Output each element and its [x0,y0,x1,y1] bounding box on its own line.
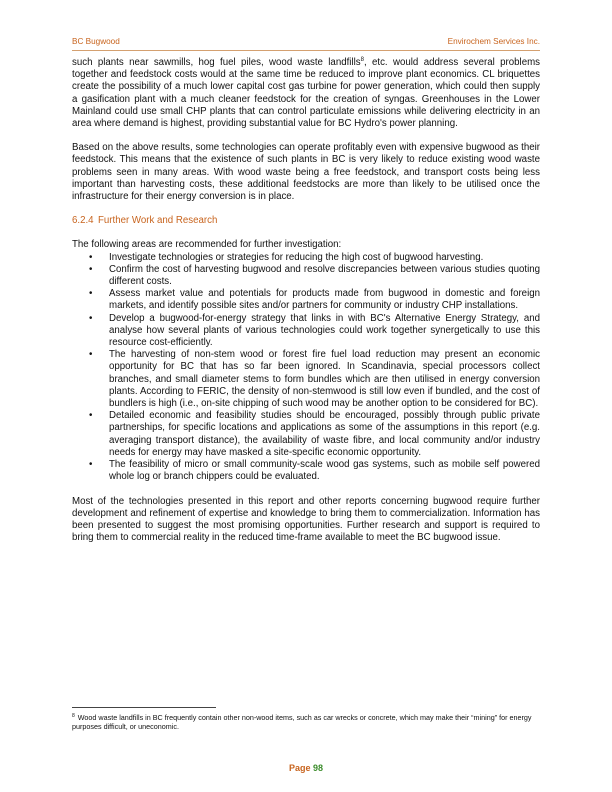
list-item [72,288,540,312]
section-title: Further Work and Research [98,215,218,227]
bullet-icon: • [89,349,93,361]
paragraph-3: Most of the technologies presented in this report and other reports concerning bugwood require further development and refinement of expertise and knowledge to bring them to commercialization. Information has been presented to suggest the most promising opportunities. Further research and support is required to bring them to commercial reality in the reduced time-frame available to meet the BC bugwood issue. [72,495,540,544]
paragraph-1 [72,57,540,130]
footnote [72,713,540,731]
paragraph-2: Based on the above results, some technologies can operate profitably even with expensive bugwood as their feedstock. This means that the existence of such plants in BC is very likely to reduce existing wood waste problems seen in many areas. With wood waste being a free feedstock, and transport costs being less important than harvesting costs, these additional feedstocks are more than likely to be utilised once the infrastructure for their energy conversion is in place. [72,142,540,203]
list-item-text: Assess market value and potentials for products made from bugwood in domestic and foreign markets, and identify possible sites and/or partners for community or industry CHP installations. [109,288,540,312]
footnote-reference[interactable]: 8 [360,56,364,63]
page-label: Page [288,763,311,773]
footnote-text: Wood waste landfills in BC frequently contain other non-wood items, such as car wrecks or concrete, which may make their “mining” for energy purposes difficult, or uneconomic. [72,713,532,732]
list-item [72,264,540,288]
list-item [72,313,540,350]
list-item-text: Investigate technologies or strategies for reducing the high cost of bugwood harvesting. [109,251,484,263]
list-item-text: The harvesting of non-stem wood or forest fire fuel load reduction may present an economic opportunity for BC that has so far been ignored. In Scandinavia, special processors collect branches, and small diameter stems to form bundles which are then utilised in energy conversion plants. According to FERIC, the density of non-stemwood is still low even if bundled, and the cost of bundlers is high (i.e., on-site chipping of such wood may be another option to be considered for BC). [109,349,540,410]
list-item-text: Develop a bugwood-for-energy strategy that links in with BC's Alternative Energy Strategy, and analyse how several plants of various technologies could work together synergetically to use this resource cost-efficiently. [109,312,540,349]
list-item [72,459,540,483]
bullet-icon: • [89,410,93,422]
list-item [72,252,540,264]
header-title: BC Bugwood [72,37,120,46]
paragraph-1-text-a: such plants near sawmills, hog fuel piles, wood waste landfills [72,57,361,68]
bullet-icon: • [89,263,93,275]
list-item [72,349,540,410]
list-item-text: Detailed economic and feasibility studies should be encouraged, possibly through public private partnerships, for specific locations and applications as some of the assumptions in this report (e.g. averaging transport distance), the availability of waste fibre, and local community and/or industry needs for energy may have masked a site-specific economic opportunity. [109,410,540,458]
list-item-text: Confirm the cost of harvesting bugwood and resolve discrepancies between various studies quoting different costs. [109,263,540,288]
bullet-icon: • [89,288,93,300]
body-text [72,57,540,556]
list-item-text: The feasibility of micro or small community-scale wood gas systems, such as mobile self powered whole log or branch chippers could be evaluated. [109,459,540,483]
section-heading [72,215,540,227]
bullet-icon: • [89,251,93,263]
bullet-icon: • [89,459,93,471]
list-item [72,410,540,459]
recommendation-list [72,252,540,484]
paragraph-1-text-b: , etc. would address several problems together and feedstock costs would at the same time be reduced to improve plant economics. CL briquettes create the possibility of a much lower capital cost gas turbine for power generation, which could then supply a gasification plant with a much cleaner feedstock for the creation of syngas. Greenhouses in the Lower Mainland could use small CHP plants that can control particulate emissions while delivering electricity in an area where demand is highest, providing substantial value for BC Hydro's power planning. [72,57,540,130]
page-number [0,763,612,773]
running-header [72,37,540,49]
section-number: 6.2.4 [72,215,94,227]
header-company: Envirochem Services Inc. [447,37,540,46]
bullet-icon: • [89,312,93,324]
page-number-value: 98 [313,763,324,773]
header-divider [72,50,540,51]
footnote-mark: 8 [72,712,75,719]
footnote-divider [72,707,216,708]
list-intro: The following areas are recommended for further investigation: [72,239,342,251]
